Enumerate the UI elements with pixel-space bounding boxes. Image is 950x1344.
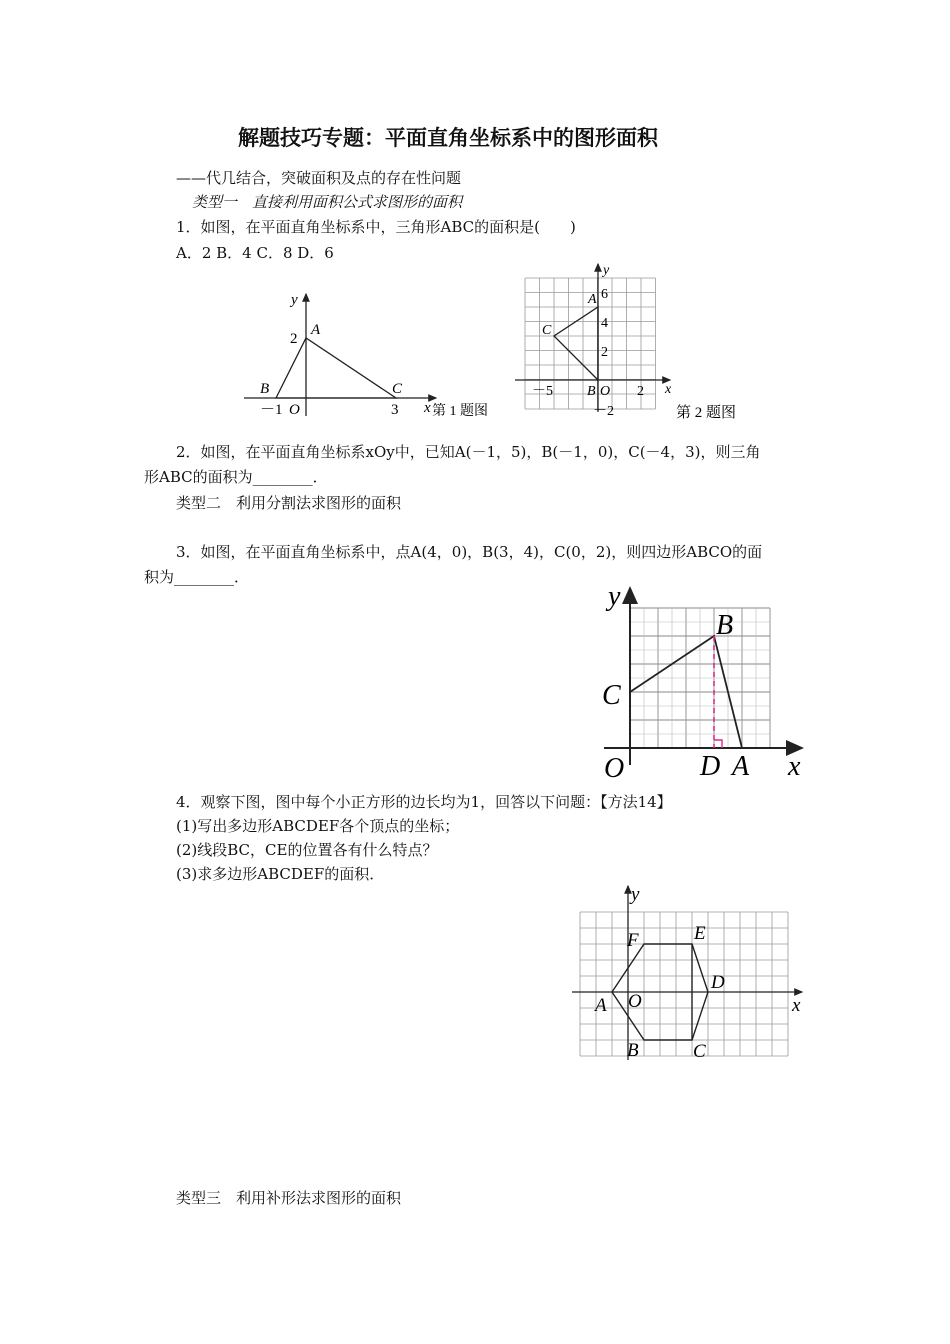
fig1-label-c: C — [392, 381, 403, 397]
fig2-triangle-abc — [554, 307, 598, 380]
fig2-caption: 第 2 题图 — [676, 405, 737, 421]
fig4-label-y: y — [631, 884, 640, 905]
fig3-label-d: D — [700, 751, 721, 782]
fig4-label-a: A — [595, 995, 607, 1016]
fig1-label-2: 2 — [290, 331, 298, 347]
fig2-label-x: x — [665, 382, 672, 397]
q2-text-line2: 形ABC的面积为________． — [144, 468, 328, 486]
fig1-label-o: O — [289, 402, 300, 418]
fig4-label-f: F — [627, 930, 639, 951]
fig1-label-3: 3 — [391, 402, 399, 418]
fig2-label-2: 2 — [601, 345, 608, 360]
figure-2 — [510, 260, 770, 426]
fig2-label-neg5: －5 — [532, 384, 553, 399]
fig4-label-c: C — [693, 1041, 706, 1062]
fig1-label-a: A — [311, 322, 321, 338]
section-type1: 类型一 直接利用面积公式求图形的面积 — [192, 193, 463, 211]
fig3-label-x: x — [788, 751, 801, 782]
q1-options: A．2 B．4 C．8 D．6 — [176, 244, 334, 262]
q1-text: 1．如图，在平面直角坐标系中，三角形ABC的面积是( ) — [176, 218, 576, 236]
fig3-label-c: C — [602, 680, 621, 711]
fig1-label-b: B — [260, 381, 270, 397]
figure-1 — [236, 282, 506, 424]
q4-part3: (3)求多边形ABCDEF的面积． — [176, 865, 385, 883]
fig1-triangle-abc — [276, 338, 396, 398]
subtitle: ——代几结合，突破面积及点的存在性问题 — [176, 169, 462, 187]
section-type3: 类型三 利用补形法求图形的面积 — [176, 1189, 402, 1207]
q4-part2: (2)线段BC，CE的位置各有什么特点？ — [176, 841, 438, 859]
fig3-label-y: y — [608, 581, 621, 612]
fig3-label-a: A — [732, 751, 750, 782]
q4-part1: (1)写出多边形ABCDEF各个顶点的坐标； — [176, 817, 460, 835]
fig2-label-b: B — [587, 384, 596, 399]
fig2-label-c: C — [542, 323, 552, 338]
fig4-grid — [580, 912, 788, 1056]
fig4-label-d: D — [711, 972, 725, 993]
figure-3 — [596, 580, 818, 785]
fig4-label-o: O — [628, 991, 642, 1012]
fig3-right-angle-mark — [714, 740, 722, 748]
figure-4 — [570, 880, 810, 1062]
q3-text-line2: 积为________． — [144, 568, 250, 586]
fig1-caption: 第 1 题图 — [432, 404, 488, 419]
fig2-label-a: A — [588, 292, 597, 307]
fig1-label-x: x — [424, 400, 431, 416]
q4-text: 4．观察下图，图中每个小正方形的边长均为1，回答以下问题：【方法14】 — [176, 793, 672, 811]
fig4-label-b: B — [627, 1040, 639, 1061]
fig2-label-6: 6 — [601, 287, 608, 302]
fig2-label-x2: 2 — [637, 384, 644, 399]
fig4-label-e: E — [694, 923, 706, 944]
page-title: 解题技巧专题：平面直角坐标系中的图形面积 — [238, 126, 658, 150]
fig2-label-4: 4 — [601, 316, 608, 331]
fig1-label-neg1: －1 — [260, 402, 283, 418]
fig1-label-y: y — [291, 292, 298, 308]
q3-text-line1: 3．如图，在平面直角坐标系中，点A(4，0)，B(3，4)，C(0，2)，则四边形ABCO的面 — [176, 543, 763, 561]
fig4-label-x: x — [792, 995, 801, 1016]
fig2-label-o: O — [600, 384, 611, 399]
section-type2: 类型二 利用分割法求图形的面积 — [176, 494, 402, 512]
fig2-label-neg2: －2 — [593, 404, 614, 419]
fig3-label-b: B — [716, 610, 734, 641]
fig2-label-y: y — [603, 263, 610, 278]
fig3-label-o: O — [604, 753, 625, 784]
q2-text-line1: 2．如图，在平面直角坐标系xOy中，已知A(－1，5)，B(－1，0)，C(－4，3)，则三角 — [176, 443, 761, 461]
